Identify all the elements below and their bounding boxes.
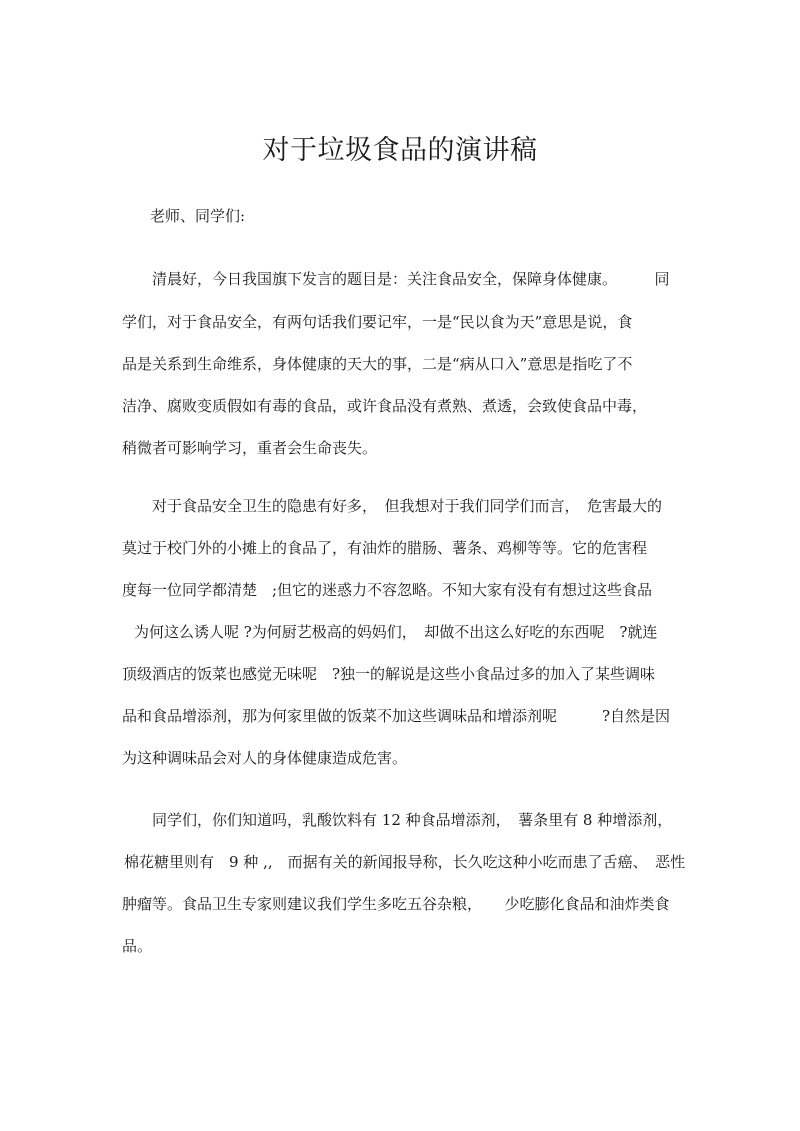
text-line: 度每一位同学都清楚 ;但它的迷惑力不容忽略。不知大家有没有有想过这些食品: [122, 581, 653, 599]
text-line: 学们，对于食品安全，有两句话我们要记牢，一是“民以食为天”意思是说，食: [122, 313, 633, 331]
text-line: 对于食品安全卫生的隐患有好多， 但我想对于我们同学们而言， 危害最大的: [152, 497, 663, 515]
text-line: 肿瘤等。食品卫生专家则建议我们学生多吃五谷杂粮， 少吃膨化食品和油炸类食: [122, 895, 670, 913]
text-line: 稍微者可影响学习，重者会生命丧失。: [122, 439, 378, 457]
text-line: 顶级酒店的饭菜也感觉无味呢 ?独一的解说是这些小食品过多的加入了某些调味: [122, 665, 656, 683]
text-line: 洁净、腐败变质假如有毒的食品，或许食品没有煮熟、煮透，会致使食品中毒，: [122, 397, 648, 415]
greeting: 老师、同学们:: [150, 207, 246, 225]
text-line: 同学们，你们知道吗，乳酸饮料有 12 种食品增添剂， 薯条里有 8 种增添剂，: [152, 811, 673, 829]
document-title: 对于垃圾食品的演讲稿: [262, 135, 538, 166]
text-line: 为何这么诱人呢 ?为何厨艺极高的妈妈们， 却做不出这么好吃的东西呢 ?就连: [134, 623, 658, 641]
text-line: 清晨好，今日我国旗下发言的题目是：关注食品安全，保障身体健康。 同: [152, 270, 670, 288]
text-line: 为这种调味品会对人的身体健康造成危害。: [122, 749, 408, 767]
text-line: 品是关系到生命维系，身体健康的天大的事，二是“病从口入”意思是指吃了不: [122, 355, 633, 373]
text-line: 品和食品增添剂，那为何家里做的饭菜不加这些调味品和增添剂呢 ?自然是因: [122, 707, 671, 725]
text-line: 棉花糖里则有 9 种 ,, 而据有关的新闻报导称，长久吃这种小吃而患了舌癌、 恶性: [124, 853, 686, 871]
text-line: 品。: [122, 937, 153, 955]
text-line: 莫过于校门外的小摊上的食品了，有油炸的腊肠、薯条、鸡柳等等。它的危害程: [122, 539, 648, 557]
